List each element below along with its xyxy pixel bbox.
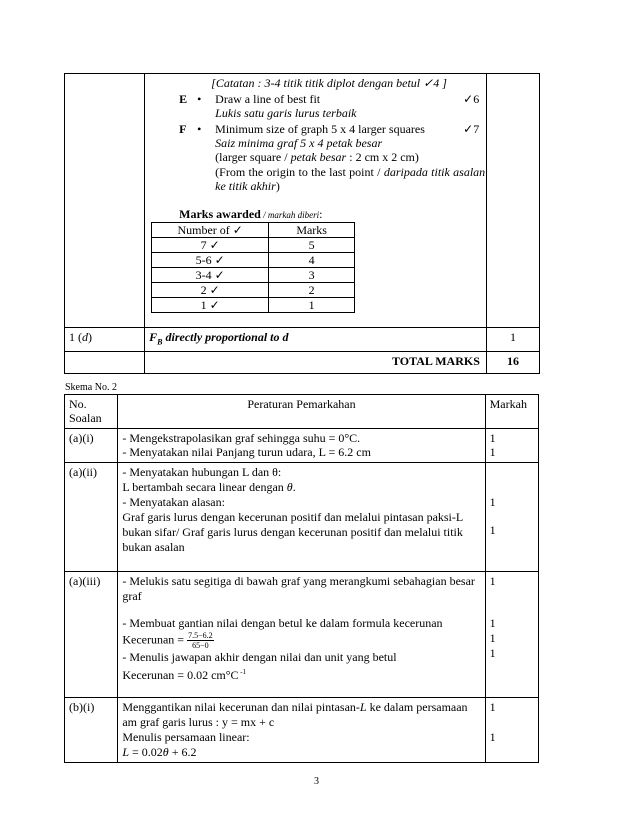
table-row — [65, 74, 540, 328]
criterion-letter: F — [179, 122, 187, 136]
rule-line: - Membuat gantian nilai dengan betul ke dalam formula kecerunan — [122, 616, 443, 630]
spacer — [122, 604, 480, 616]
text-part: θ — [162, 745, 169, 759]
text-part: . — [292, 480, 296, 494]
rule-line: - Menyatakan nilai Panjang turun udara, L = 6.2 cm — [122, 445, 371, 459]
header-rules: Peraturan Pemarkahan — [118, 395, 485, 429]
mark-value: 1 — [489, 574, 496, 588]
answer-text — [145, 328, 487, 352]
spacer — [490, 715, 534, 730]
spacer — [490, 589, 534, 616]
marking-scheme-table — [64, 394, 539, 763]
text-part: directly proportional to d — [162, 330, 289, 344]
text-part: Kecerunan = — [122, 632, 188, 647]
marks-col — [485, 698, 538, 763]
marks-cell: 4 — [269, 253, 355, 268]
rule-text — [118, 429, 485, 463]
rule-line — [122, 631, 480, 650]
marks-cell: 1 — [269, 298, 355, 313]
text-part: daripada titik asalan ke titik akhir — [215, 165, 486, 193]
table-row — [65, 328, 540, 352]
mark-value: 1 — [486, 328, 539, 352]
text-part: : 2 cm x 2 cm) — [346, 150, 419, 164]
question-number: (a)(iii) — [65, 572, 118, 698]
criterion-extra — [215, 165, 485, 193]
page-number: 3 — [314, 776, 319, 787]
mark-value: 1 — [489, 700, 496, 714]
text-part: ) — [88, 330, 92, 344]
rule-line — [122, 480, 480, 495]
rule-line — [122, 665, 480, 683]
text-part: / markah diberi — [260, 210, 320, 220]
criterion-tick: ✓6 — [463, 92, 480, 106]
total-value: 16 — [486, 352, 539, 374]
criterion-sub: Saiz minima graf 5 x 4 petak besar — [215, 136, 383, 150]
mark-value: 1 — [489, 445, 496, 459]
rule-line: - Menyatakan hubungan L dan θ: — [122, 465, 282, 479]
mark-value: 1 — [489, 523, 496, 537]
marks-cell: 5-6 ✓ — [152, 253, 269, 268]
table-row — [65, 698, 539, 763]
marks-col — [485, 572, 538, 698]
bullet: • — [197, 92, 202, 106]
text-part: ) — [275, 179, 280, 193]
mark-value: 1 — [489, 631, 496, 645]
text-part: F — [149, 330, 158, 344]
mark-value: 1 — [489, 646, 496, 660]
text-part: = 0.02 — [129, 745, 163, 759]
question-number: (a)(i) — [65, 429, 118, 463]
header-marks: Markah — [485, 395, 538, 429]
rule-text — [118, 698, 485, 763]
marks-header: Number of ✓ — [152, 223, 269, 238]
marks-cell: 1 ✓ — [152, 298, 269, 313]
header-row — [65, 395, 539, 429]
header-no: No. Soalan — [65, 395, 118, 429]
fraction-numerator: 7.5−6.2 — [188, 631, 213, 640]
total-label: TOTAL MARKS — [145, 352, 487, 374]
text-part: -1 — [238, 668, 247, 676]
text-part: L — [359, 700, 367, 714]
rule-line: - Menulis jawapan akhir dengan nilai dan unit yang betul — [122, 650, 397, 664]
rule-line: - Menyatakan alasan: — [122, 495, 225, 509]
marks-cell: 7 ✓ — [152, 238, 269, 253]
rule-text — [118, 463, 485, 572]
marks-header-row — [152, 223, 355, 238]
mark-value: 1 — [489, 495, 496, 509]
text-part: (From the origin to the last point / — [215, 165, 384, 179]
marks-awarded-label — [179, 207, 322, 222]
rule-line: - Mengekstrapolasikan graf sehingga suhu = 0°C. — [122, 431, 361, 445]
marks-row — [152, 268, 355, 283]
marks-col — [485, 429, 538, 463]
table-row — [65, 572, 539, 698]
rule-line — [122, 745, 480, 760]
question-number — [65, 328, 145, 352]
table-row — [65, 463, 539, 572]
marks-cell: 2 ✓ — [152, 283, 269, 298]
marks-row — [152, 283, 355, 298]
text-part: ke dalam persamaan am graf garis lurus : y = mx + c — [122, 700, 468, 729]
text-part: Menggantikan nilai kecerunan dan nilai pintasan- — [122, 700, 360, 714]
spacer — [490, 465, 534, 495]
marks-table — [151, 222, 355, 313]
mark-value: 1 — [489, 431, 496, 445]
text-part: + 6.2 — [168, 745, 197, 759]
criteria-table — [64, 73, 540, 374]
criterion-letter: E — [179, 92, 188, 106]
marks-cell: 3 — [269, 268, 355, 283]
catatan-note: [Catatan : 3-4 titik titik diplot dengan betul ✓4 ] — [211, 76, 447, 90]
marks-col — [485, 463, 538, 572]
spacer — [490, 510, 534, 523]
criterion-text: Minimum size of graph 5 x 4 larger squares — [215, 122, 425, 136]
text-part: Kecerunan = 0.02 cm°C — [122, 668, 239, 682]
marks-row — [152, 253, 355, 268]
criterion-extra — [215, 150, 419, 164]
text-part: petak besar — [290, 150, 347, 164]
text-part: L bertambah secara linear dengan — [122, 480, 287, 494]
text-part: d — [82, 330, 88, 344]
marks-row — [152, 238, 355, 253]
criterion-text: Draw a line of best fit — [215, 92, 321, 106]
marks-cell: 5 — [269, 238, 355, 253]
fraction-denominator: 65−0 — [192, 641, 209, 650]
text-part: 1 ( — [69, 330, 82, 344]
empty-cell — [65, 74, 145, 328]
criterion-sub: Lukis satu garis lurus terbaik — [215, 106, 357, 120]
marks-header: Marks — [269, 223, 355, 238]
text-part: θ — [286, 480, 293, 494]
table-row — [65, 429, 539, 463]
question-number: (b)(i) — [65, 698, 118, 763]
skema-label: Skema No. 2 — [65, 382, 117, 393]
rule-line: - Melukis satu segitiga di bawah graf yang merangkumi sebahagian besar graf — [122, 574, 475, 603]
text-part: Marks awarded — [179, 207, 261, 221]
gradient-fraction — [187, 631, 214, 650]
empty-cell — [65, 352, 145, 374]
text-part: B — [157, 337, 163, 347]
table-row — [65, 352, 540, 374]
text-part: L — [122, 745, 130, 759]
marks-cell: 3-4 ✓ — [152, 268, 269, 283]
rule-line — [122, 700, 480, 730]
bullet: • — [197, 122, 202, 136]
marks-row — [152, 298, 355, 313]
rule-text — [118, 572, 485, 698]
criteria-cell — [145, 74, 487, 328]
mark-value: 1 — [489, 730, 496, 744]
criterion-tick: ✓7 — [463, 122, 480, 136]
text-part: (larger square / — [215, 150, 291, 164]
empty-cell — [486, 74, 539, 328]
question-number: (a)(ii) — [65, 463, 118, 572]
text-part: : — [319, 207, 323, 221]
rule-line: Menulis persamaan linear: — [122, 730, 250, 744]
mark-value: 1 — [489, 616, 496, 630]
marks-cell: 2 — [269, 283, 355, 298]
rule-line: Graf garis lurus dengan kecerunan positif dan melalui pintasan paksi-L bukan sifar/ Graf garis lurus dengan kecerunan positif dan melalui titik bukan asalan — [122, 510, 463, 554]
